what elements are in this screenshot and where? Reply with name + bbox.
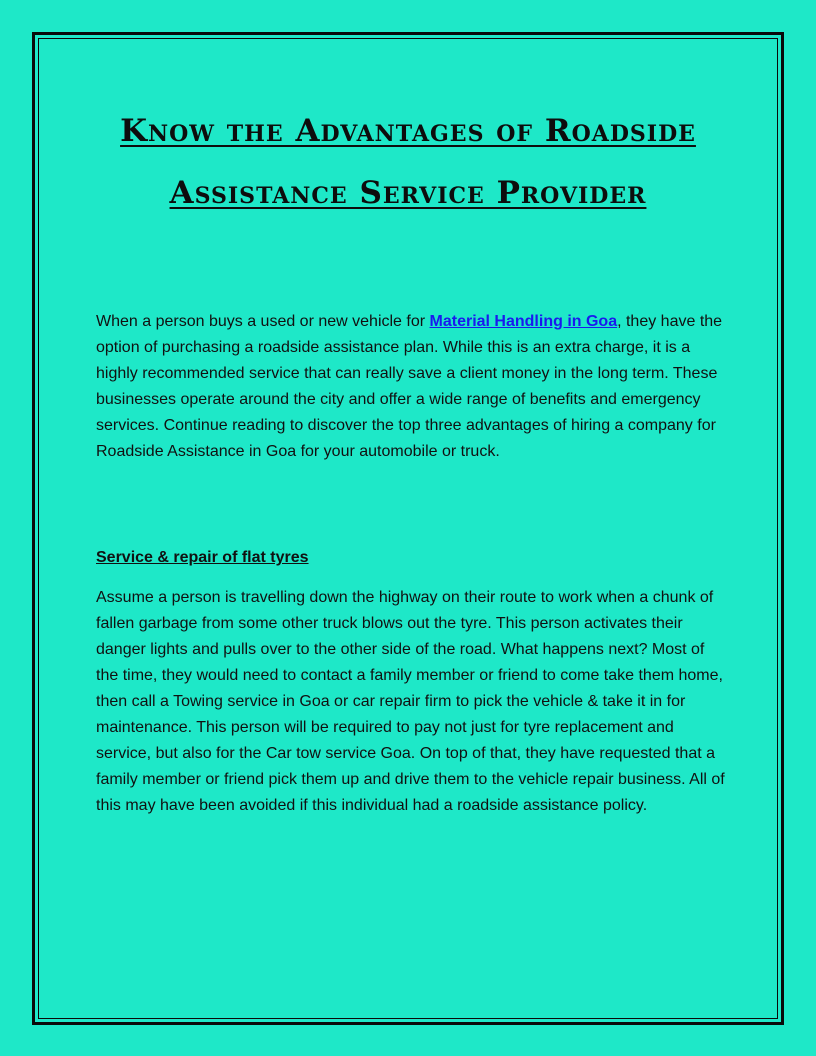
section-paragraph: Assume a person is travelling down the highway on their route to work when a chunk of fallen garbage from some other truck blows out the tyre. This person activates their danger lights and pulls over to the other side of the road. What happens next? Most of the time, they would need to contact a family member or friend to come take them home, then call a Towing service in Goa or car repair firm to pick the vehicle & take it in for maintenance. This person will be required to pay not just for tyre replacement and service, but also for the Car tow service Goa. On top of that, they have requested that a family member or friend pick them up and drive them to the vehicle repair business. All of this may have been avoided if this individual had a roadside assistance policy.: [96, 589, 725, 814]
document-title: [60, 100, 756, 224]
document-title-text: Know the Advantages of Roadside Assistance Service Provider: [120, 113, 696, 211]
section-heading: Service & repair of flat tyres: [96, 549, 309, 566]
intro-text-before-link: When a person buys a used or new vehicle for: [96, 313, 430, 330]
intro-paragraph: [96, 309, 728, 465]
material-handling-link[interactable]: Material Handling in Goa: [429, 313, 618, 330]
intro-text-after-link: , they have the option of purchasing a roadside assistance plan. While this is an extra charge, it is a highly recommended service that can really save a client money in the long term. These businesses operate around the city and offer a wide range of benefits and emergency services. Continue reading to discover the top three advantages of hiring a company for Roadside Assistance in Goa for your automobile or truck.: [96, 313, 723, 460]
